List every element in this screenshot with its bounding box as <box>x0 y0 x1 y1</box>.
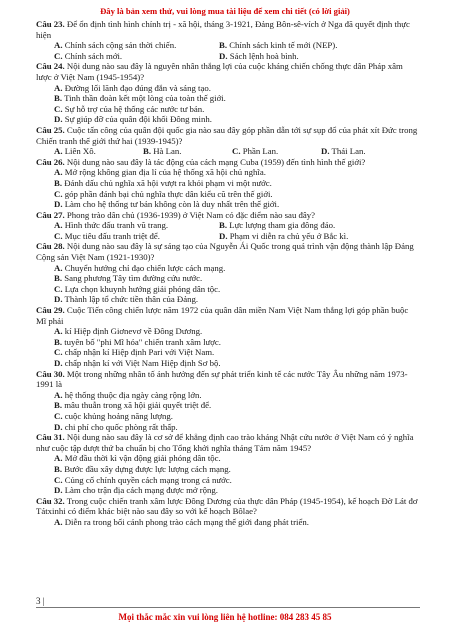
question-number: Câu 32. <box>36 495 65 506</box>
option-a: A. Đường lối lãnh đạo đúng đắn và sáng tạo. <box>54 82 211 93</box>
question-number: Câu 30. <box>36 368 65 379</box>
question-text: Cuộc tấn công của quân đội quốc gia nào sau đây góp phần dẫn tới sự sụp đổ của phát xít Đức trong Chiến tranh thế giới thứ hai (1939-1945)? <box>36 124 418 146</box>
option-b: B. tuyên bố "phi Mĩ hóa" chiến tranh xâm lược. <box>54 336 221 347</box>
option-d: D. Thái Lan. <box>321 146 366 157</box>
question-text: Phong trào dân chủ (1936-1939) ở Việt Nam có đặc điểm nào sau đây? <box>66 209 316 220</box>
question-25 <box>36 125 420 157</box>
question-number: Câu 28. <box>36 241 65 252</box>
question-30 <box>36 369 420 433</box>
option-d: D. chấp nhận kí với Việt Nam Hiệp định Sơ bộ. <box>54 358 221 368</box>
option-c: C. Lựa chọn khuynh hướng giải phóng dân tộc. <box>54 283 221 294</box>
option-c: C. Mục tiêu đấu tranh triệt để. <box>54 230 160 241</box>
option-b: B. Tinh thần đoàn kết một lòng của toàn thế giới. <box>54 93 226 104</box>
option-d: D. chi phí cho quốc phòng rất thấp. <box>54 421 178 432</box>
option-a: A. Diễn ra trong bối cảnh phong trào cách mạng thế giới đang phát triển. <box>54 516 309 527</box>
option-b: B. Lực lượng tham gia đông đảo. <box>219 220 336 231</box>
option-d: D. Làm cho trận địa cách mạng được mở rộng. <box>54 485 218 496</box>
option-c: C. Phần Lan. <box>232 146 279 157</box>
question-number: Câu 27. <box>36 209 65 220</box>
question-text: Nội dung nào sau đây là tác động của cách mạng Cuba (1959) đến tình hình thế giới? <box>66 156 366 167</box>
option-a: A. Mở đầu thời kì vận động giải phóng dân tộc. <box>54 453 221 464</box>
option-d: D. Thành lập tổ chức tiền thân của Đảng. <box>54 294 199 305</box>
preview-banner: Đây là bản xem thử, vui lòng mua tài liệu để xem chi tiết (có lời giải) <box>100 6 350 16</box>
hotline-footer: Mọi thắc mắc xin vui lòng liên hệ hotline: 084 283 45 85 <box>118 612 332 622</box>
question-text: Một trong những nhân tố ảnh hưởng đến sự phát triển kinh tế các nước Tây Âu những năm 1973-1991 là <box>36 368 408 390</box>
question-text: Trong cuộc chiến tranh xâm lược Đông Dương của thực dân Pháp (1945-1954), kế hoạch Đờ Lát đơ Tátxinhi có điểm khác biệt nào sau đây so với kế hoạch Bôlae? <box>36 495 418 517</box>
question-23 <box>36 19 420 61</box>
option-c: C. chấp nhận kí Hiệp định Pari với Việt Nam. <box>54 347 215 358</box>
question-text: Nội dung nào sau đây là cơ sở để khẳng định cao trào kháng Nhật cứu nước ở Việt Nam có ý nghĩa như cuộc tập dượt thứ ba chuẩn bị cho Tổng khởi nghĩa tháng Tám năm 1945? <box>36 432 414 453</box>
question-31 <box>36 432 420 496</box>
question-number: Câu 23. <box>36 19 65 29</box>
option-c: C. cuộc khủng hoảng năng lượng. <box>54 410 173 421</box>
question-24 <box>36 61 420 125</box>
option-a: A. Chuyển hướng chỉ đạo chiến lược cách mạng. <box>54 262 226 273</box>
option-b: B. Sang phương Tây tìm đường cứu nước. <box>54 273 203 284</box>
question-text: Cuộc Tiến công chiến lược năm 1972 của quân dân miền Nam Việt Nam thắng lợi góp phần buộc Mĩ phải <box>36 305 409 326</box>
option-d: D. Sách lệnh hoà bình. <box>219 50 299 61</box>
option-b: B. mâu thuẫn trong xã hội giải quyết triệt để. <box>54 400 212 411</box>
option-c: C. Sự hỗ trợ của hệ thống các nước tư bản. <box>54 103 205 114</box>
question-number: Câu 25. <box>36 124 65 135</box>
question-text: Nội dung nào sau đây là nguyên nhân thắng lợi của cuộc kháng chiến chống thực dân Pháp xâm lược ở Việt Nam (1945-1954)? <box>36 61 403 82</box>
question-29 <box>36 305 420 369</box>
option-a: A. Chính sách cộng sản thời chiến. <box>54 40 177 51</box>
question-32 <box>36 496 420 528</box>
footer-divider <box>36 607 420 608</box>
question-27 <box>36 210 420 242</box>
question-list <box>36 19 420 528</box>
page-number: 3 | <box>36 596 45 606</box>
question-number: Câu 29. <box>36 305 65 316</box>
question-26 <box>36 157 420 210</box>
option-c: C. góp phần đánh bại chủ nghĩa thực dân kiểu cũ trên thế giới. <box>54 188 273 199</box>
option-b: B. Hà Lan. <box>143 146 182 157</box>
option-d: D. Phạm vi diễn ra chủ yếu ở Bắc kì. <box>219 230 349 241</box>
question-28 <box>36 241 420 305</box>
option-b: B. Chính sách kinh tế mới (NEP). <box>219 40 338 51</box>
option-b: B. Đánh dấu chủ nghĩa xã hội vượt ra khỏi phạm vi một nước. <box>54 177 272 188</box>
question-text: Để ổn định tình hình chính trị - xã hội, tháng 3-1921, Đảng Bôn-sê-vích ở Nga đã quyết định thực hiện <box>36 19 410 40</box>
question-number: Câu 31. <box>36 432 65 443</box>
option-a: A. Hình thức đấu tranh vũ trang. <box>54 220 169 231</box>
option-a: A. Liên Xô. <box>54 146 96 157</box>
option-d: D. Sự giúp đỡ của quân đội khối Đông minh. <box>54 114 212 125</box>
option-a: A. hệ thống thuộc địa ngày càng rộng lớn. <box>54 389 202 400</box>
option-d: D. Làm cho hệ thống tư bản không còn là duy nhất trên thế giới. <box>54 199 280 210</box>
question-number: Câu 24. <box>36 61 65 72</box>
question-text: Nội dung nào sau đây là sự sáng tạo của Nguyễn Ái Quốc trong quá trình vận động thành lập Đảng Cộng sản Việt Nam (1921-1930)? <box>36 241 414 263</box>
option-b: B. Bước đầu xây dựng được lực lượng cách mạng. <box>54 463 231 474</box>
option-c: C. Chính sách mới. <box>54 50 123 61</box>
option-a: A. kí Hiệp định Giơnevơ về Đông Dương. <box>54 326 203 337</box>
option-c: C. Củng cố chính quyền cách mạng trong cả nước. <box>54 474 232 485</box>
question-number: Câu 26. <box>36 156 65 167</box>
option-a: A. Mở rộng không gian địa lí của hệ thống xã hội chủ nghĩa. <box>54 167 266 178</box>
